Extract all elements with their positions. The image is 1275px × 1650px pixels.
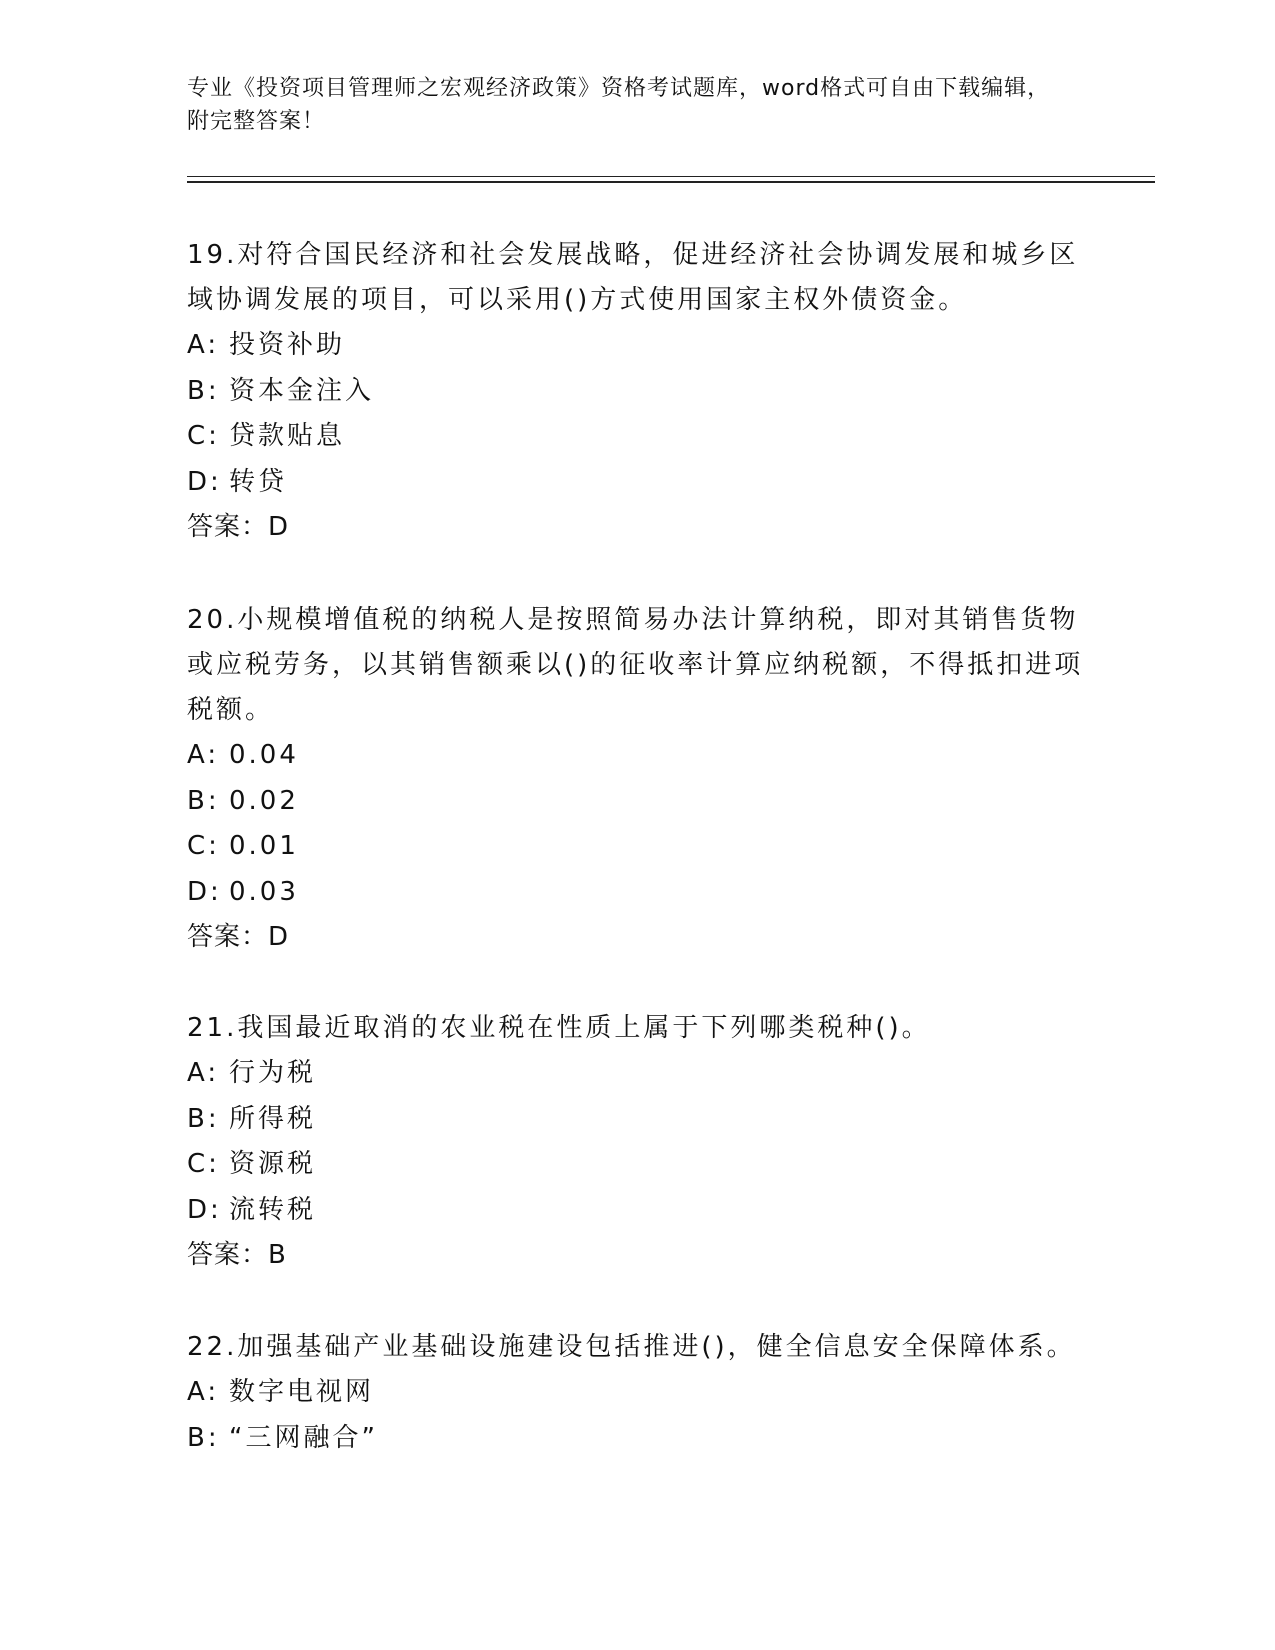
option-text: 0.02 [229, 785, 299, 816]
question-text: 加强基础产业基础设施建设包括推进()，健全信息安全保障体系。 [237, 1332, 1076, 1362]
option-text: 0.01 [229, 831, 299, 861]
option-key: A: [187, 1058, 220, 1088]
option-c [187, 824, 1087, 870]
option-b [187, 369, 1087, 415]
option-text: 流转税 [229, 1194, 317, 1225]
question-number: 22. [187, 1332, 238, 1362]
option-key: C: [187, 831, 220, 861]
option-c [187, 1142, 1087, 1188]
option-text: 资本金注入 [229, 375, 375, 406]
option-key: A: [187, 330, 220, 360]
option-b [187, 779, 1087, 825]
option-b [187, 1416, 1087, 1462]
question-stem [187, 233, 1087, 323]
option-key: D: [187, 876, 222, 907]
question-number: 21. [187, 1013, 238, 1043]
question-text: 我国最近取消的农业税在性质上属于下列哪类税种()。 [237, 1013, 931, 1043]
option-key: D: [187, 466, 222, 497]
option-text: 转贷 [229, 466, 288, 497]
option-key: A: [187, 1377, 220, 1407]
question-19 [187, 233, 1087, 550]
option-key: D: [187, 1194, 222, 1225]
option-a [187, 1370, 1087, 1416]
option-text: 数字电视网 [229, 1377, 375, 1407]
option-key: B: [187, 1422, 220, 1453]
option-c [187, 414, 1087, 460]
option-text: 所得税 [229, 1103, 317, 1134]
option-key: A: [187, 740, 220, 770]
question-21 [187, 1006, 1087, 1278]
answer: 答案：D [187, 512, 290, 542]
option-a [187, 323, 1087, 369]
option-text: 投资补助 [229, 330, 346, 360]
question-20 [187, 598, 1087, 960]
option-d [187, 460, 1087, 506]
option-text: 资源税 [229, 1149, 317, 1179]
document-header: 专业《投资项目管理师之宏观经济政策》资格考试题库，word格式可自由下载编辑，附完整答案！ [187, 76, 1051, 134]
option-a [187, 733, 1087, 779]
question-stem [187, 1006, 1087, 1051]
question-text: 小规模增值税的纳税人是按照简易办法计算纳税，即对其销售货物或应税劳务，以其销售额乘以()的征收率计算应纳税额，不得抵扣进项税额。 [187, 605, 1084, 725]
header-divider-bottom [187, 181, 1155, 183]
option-text: 0.03 [229, 876, 299, 907]
option-text: 0.04 [229, 740, 299, 770]
question-stem [187, 598, 1087, 733]
answer: 答案：B [187, 1240, 287, 1270]
header-divider-top [187, 176, 1155, 177]
option-key: B: [187, 375, 220, 406]
option-key: C: [187, 1149, 220, 1179]
option-key: B: [187, 1103, 220, 1134]
question-stem [187, 1325, 1087, 1370]
option-d [187, 870, 1087, 916]
option-d [187, 1188, 1087, 1234]
option-text: 贷款贴息 [229, 421, 346, 451]
option-b [187, 1097, 1087, 1143]
question-number: 20. [187, 605, 238, 635]
option-text: 行为税 [229, 1058, 317, 1088]
question-22 [187, 1325, 1087, 1461]
option-key: C: [187, 421, 220, 451]
question-number: 19. [187, 240, 238, 270]
answer: 答案：D [187, 922, 290, 952]
option-key: B: [187, 785, 220, 816]
option-a [187, 1051, 1087, 1097]
option-text: “三网融合” [229, 1422, 378, 1453]
question-text: 对符合国民经济和社会发展战略，促进经济社会协调发展和城乡区域协调发展的项目，可以采用()方式使用国家主权外债资金。 [187, 240, 1079, 315]
